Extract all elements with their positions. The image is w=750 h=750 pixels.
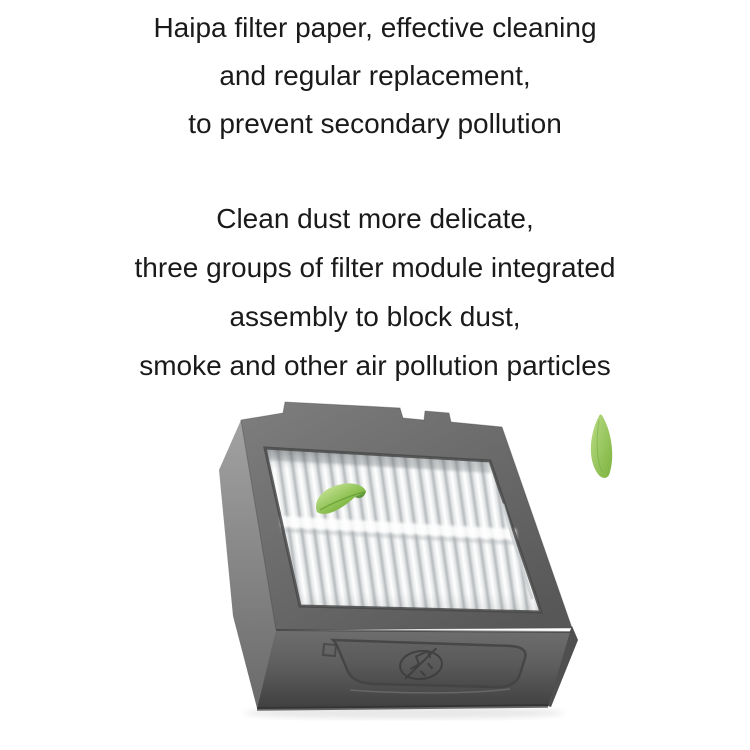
leaf-icon-floating [591, 414, 612, 478]
description-line-2: three groups of filter module integrated [134, 252, 616, 283]
description-line-4: smoke and other air pollution particles [139, 350, 611, 381]
description-line-1: Clean dust more delicate, [216, 203, 534, 234]
filter-product-illustration [219, 402, 612, 719]
description-line-3: assembly to block dust, [229, 301, 521, 332]
intro-line-1: Haipa filter paper, effective cleaning [153, 12, 597, 43]
intro-line-3: to prevent secondary pollution [188, 108, 562, 139]
intro-line-2: and regular replacement, [219, 60, 531, 91]
